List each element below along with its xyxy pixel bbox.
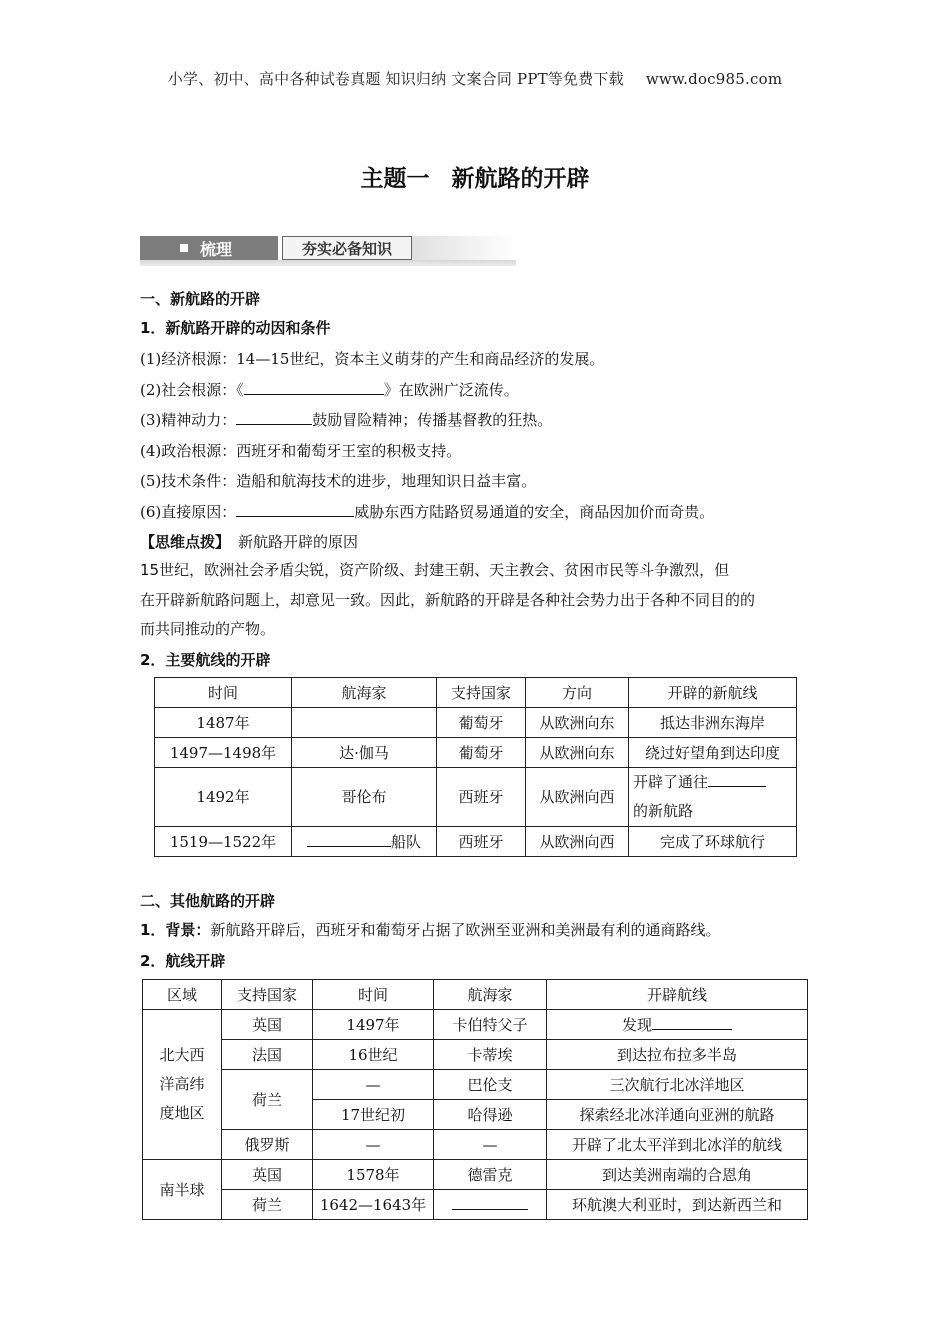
tip-label: 【思维点拨】 [140,533,231,551]
item-2-pre: (2)社会根源：《 [140,381,244,399]
region-cell: 北大西洋高纬度地区 [143,1010,222,1160]
table-header: 支持国家 [222,980,313,1010]
table-cell: 完成了环球航行 [629,827,797,857]
table-row [143,1010,808,1040]
fill-blank[interactable] [652,1015,732,1030]
item-3 [140,409,552,430]
region-cell: 南半球 [143,1160,222,1220]
fill-blank[interactable] [708,772,766,787]
table-cell: 西班牙 [437,768,526,827]
section1-sub2: 2．主要航线的开辟 [140,651,271,669]
page-header [0,68,950,89]
table-cell: 16世纪 [313,1040,434,1070]
table-cell: 1497—1498年 [155,738,292,768]
fill-blank[interactable] [244,380,384,395]
table-cell: 哈得逊 [434,1100,547,1130]
background-line [140,919,720,940]
table-cell: 1492年 [155,768,292,827]
other-routes-table [142,979,808,1220]
table-cell: 三次航行北冰洋地区 [547,1070,808,1100]
banner-label: 梳理 [200,239,233,259]
table-cell: — [313,1070,434,1100]
table-header: 航海家 [434,980,547,1010]
item-5: (5)技术条件：造船和航海技术的进步，地理知识日益丰富。 [140,472,537,490]
table-row [143,1160,808,1190]
table-cell: 绕过好望角到达印度 [629,738,797,768]
banner-sub: 夯实必备知识 [301,239,392,258]
cell-text: 船队 [390,832,421,851]
background-text: 新航路开辟后，西班牙和葡萄牙占据了欧洲至亚洲和美洲最有利的通商路线。 [210,921,721,939]
item-6-pre: (6)直接原因： [140,503,237,521]
table-cell[interactable] [292,708,437,738]
table-cell: 荷兰 [222,1070,313,1130]
table-cell: 荷兰 [222,1190,313,1220]
table-cell: 从欧洲向东 [526,708,629,738]
table-cell: 到达拉布拉多半岛 [547,1040,808,1070]
table-cell: 卡伯特父子 [434,1010,547,1040]
table-row [143,1040,808,1070]
table-cell: 葡萄牙 [437,738,526,768]
fill-blank[interactable] [236,410,312,425]
table-cell: 从欧洲向西 [526,827,629,857]
banner-fade [412,236,516,260]
section2-sub2: 2．航线开辟 [140,952,226,970]
item-3-pre: (3)精神动力： [140,411,237,429]
table-header: 支持国家 [437,678,526,708]
routes-table [154,677,797,857]
table-cell: 达·伽马 [292,738,437,768]
table-cell: 哥伦布 [292,768,437,827]
cell-text: 开辟了通往 [633,773,709,791]
item-2 [140,379,519,400]
table-cell [292,827,437,857]
table-cell [434,1190,547,1220]
table-cell: 葡萄牙 [437,708,526,738]
title-part2: 新航路的开辟 [451,166,590,192]
table-cell: 1497年 [313,1010,434,1040]
table-row [155,738,797,768]
table-row [143,1130,808,1160]
banner-label-box [140,236,278,260]
table-cell: 到达美洲南端的合恩角 [547,1160,808,1190]
table-cell: 卡蒂埃 [434,1040,547,1070]
square-bullet-icon [180,244,188,252]
header-site[interactable]: www.doc985.com [645,70,783,88]
fill-blank[interactable] [452,1195,528,1210]
table-cell: 开辟了北太平洋到北冰洋的航线 [547,1130,808,1160]
title-part1: 主题一 [360,166,430,192]
tip-paragraph [140,556,812,645]
table-header-row [155,678,797,708]
table-cell: — [313,1130,434,1160]
section2-heading: 二、其他航路的开辟 [140,892,276,910]
table-cell: 抵达非洲东海岸 [629,708,797,738]
section1-sub1: 1．新航路开辟的动因和条件 [140,319,331,337]
table-cell [629,768,797,827]
table-row [155,708,797,738]
item-4: (4)政治根源：西班牙和葡萄牙王室的积极支持。 [140,442,462,460]
table-cell [547,1010,808,1040]
table-header: 航海家 [292,678,437,708]
table-header: 开辟航线 [547,980,808,1010]
item-1: (1)经济根源：14—15世纪，资本主义萌芽的产生和商品经济的发展。 [140,350,605,368]
table-row [143,1070,808,1100]
fill-blank[interactable] [236,502,354,517]
table-row [143,1190,808,1220]
table-cell: 1487年 [155,708,292,738]
table-cell: 环航澳大利亚时，到达新西兰和 [547,1190,808,1220]
section-banner [140,232,516,266]
table-cell: 从欧洲向东 [526,738,629,768]
item-3-post: 鼓励冒险精神；传播基督教的狂热。 [312,411,553,429]
table-cell: 法国 [222,1040,313,1070]
table-header-row [143,980,808,1010]
table-header: 区域 [143,980,222,1010]
item-2-post: 》在欧洲广泛流传。 [383,381,519,399]
header-text: 小学、初中、高中各种试卷真题 知识归纳 文案合同 PPT等免费下载 [167,70,624,88]
table-cell: 17世纪初 [313,1100,434,1130]
item-6 [140,501,714,522]
table-cell: 英国 [222,1160,313,1190]
fill-blank[interactable] [307,832,391,847]
table-header: 方向 [526,678,629,708]
cell-text: 发现 [621,1015,652,1034]
table-cell: 俄罗斯 [222,1130,313,1160]
table-header: 开辟的新航线 [629,678,797,708]
table-header: 时间 [155,678,292,708]
banner-sub-box [282,236,412,260]
background-label: 1．背景： [140,921,211,939]
tip-text-line: 而共同推动的产物。 [140,620,276,638]
item-6-post: 威胁东西方陆路贸易通道的安全，商品因加价而奇贵。 [354,503,715,521]
table-cell: 1642—1643年 [313,1190,434,1220]
table-cell: 德雷克 [434,1160,547,1190]
tip-text-line: 15世纪，欧洲社会矛盾尖锐，资产阶级、封建王朝、天主教会、贫困市民等斗争激烈，但 [140,561,730,579]
table-header: 时间 [313,980,434,1010]
cell-text: 的新航路 [633,802,694,820]
section1-heading: 一、新航路的开辟 [140,290,261,308]
table-cell: 从欧洲向西 [526,768,629,827]
table-row [155,827,797,857]
table-cell: 1578年 [313,1160,434,1190]
table-row [155,768,797,827]
page-title [0,160,950,193]
tip-text-line: 在开辟新航路问题上，却意见一致。因此，新航路的开辟是各种社会势力出于各种不同目的的 [140,590,756,609]
table-cell: 1519—1522年 [155,827,292,857]
table-cell: 巴伦支 [434,1070,547,1100]
table-cell: 探索经北冰洋通向亚洲的航路 [547,1100,808,1130]
table-cell: 西班牙 [437,827,526,857]
table-cell: — [434,1130,547,1160]
tip-title: 新航路开辟的原因 [238,533,359,551]
tip-line [140,531,358,552]
table-cell: 英国 [222,1010,313,1040]
